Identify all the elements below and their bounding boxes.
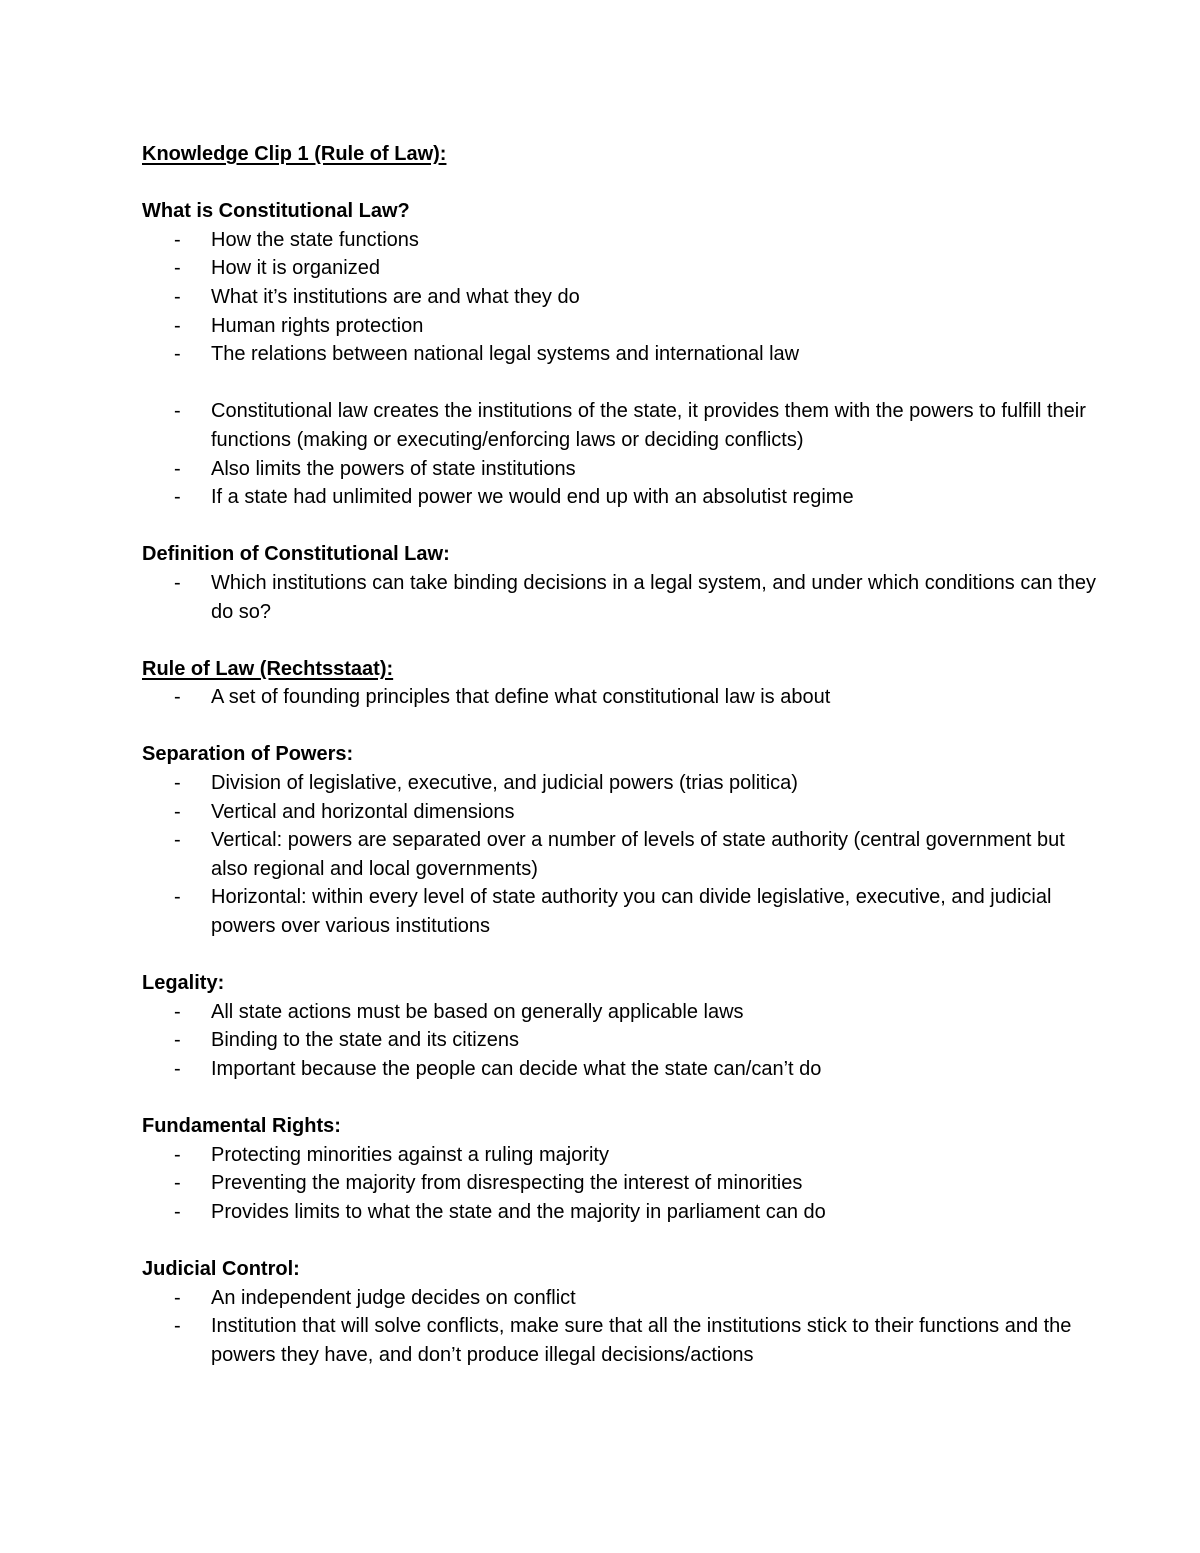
- document-page: [142, 140, 1102, 1370]
- bullet-item: - How the state functions: [142, 226, 1102, 255]
- section: [142, 197, 1102, 540]
- bullet-item: - What it’s institutions are and what they do: [142, 283, 1102, 312]
- section: [142, 540, 1102, 654]
- section-heading: Rule of Law (Rechtsstaat):: [142, 657, 394, 680]
- section-heading: Fundamental Rights:: [142, 1115, 341, 1138]
- bullet-item: - The relations between national legal systems and international law: [142, 340, 1102, 369]
- bullet-item: - Vertical: powers are separated over a number of levels of state authority (central government but also regional and local governments): [142, 826, 1102, 883]
- spacer: [142, 712, 1102, 741]
- spacer: [142, 626, 1102, 655]
- bullet-item: - Human rights protection: [142, 312, 1102, 341]
- bullet-list: [142, 1141, 1102, 1227]
- spacer: [142, 1084, 1102, 1113]
- section-heading: Definition of Constitutional Law:: [142, 543, 450, 566]
- section: [142, 969, 1102, 1112]
- bullet-item: - Binding to the state and its citizens: [142, 1026, 1102, 1055]
- section-heading: What is Constitutional Law?: [142, 200, 410, 223]
- bullet-item: - How it is organized: [142, 254, 1102, 283]
- section-heading: Separation of Powers:: [142, 743, 354, 766]
- section: [142, 1112, 1102, 1255]
- section: [142, 1255, 1102, 1369]
- bullet-item: - If a state had unlimited power we would end up with an absolutist regime: [142, 483, 1102, 512]
- bullet-item: - A set of founding principles that define what constitutional law is about: [142, 683, 1102, 712]
- spacer: [142, 369, 1102, 398]
- bullet-list: [142, 998, 1102, 1084]
- spacer: [142, 169, 1102, 198]
- bullet-list: [142, 569, 1102, 626]
- bullet-item: - Important because the people can decide what the state can/can’t do: [142, 1055, 1102, 1084]
- spacer: [142, 512, 1102, 541]
- spacer: [142, 941, 1102, 970]
- bullet-item: - Protecting minorities against a ruling majority: [142, 1141, 1102, 1170]
- bullet-item: - An independent judge decides on conflict: [142, 1284, 1102, 1313]
- bullet-list: [142, 769, 1102, 941]
- bullet-item: - Preventing the majority from disrespecting the interest of minorities: [142, 1169, 1102, 1198]
- bullet-list: [142, 226, 1102, 369]
- document-title: Knowledge Clip 1 (Rule of Law):: [142, 143, 447, 165]
- bullet-item: - Vertical and horizontal dimensions: [142, 798, 1102, 827]
- bullet-item: - Also limits the powers of state institutions: [142, 455, 1102, 484]
- bullet-list: [142, 397, 1102, 511]
- bullet-item: - Division of legislative, executive, and judicial powers (trias politica): [142, 769, 1102, 798]
- bullet-item: - Horizontal: within every level of state authority you can divide legislative, executive, and judicial powers over various institutions: [142, 883, 1102, 940]
- sections-container: [142, 197, 1102, 1369]
- bullet-item: - Which institutions can take binding decisions in a legal system, and under which conditions can they do so?: [142, 569, 1102, 626]
- bullet-item: - Institution that will solve conflicts, make sure that all the institutions stick to their functions and the powers they have, and don’t produce illegal decisions/actions: [142, 1312, 1102, 1369]
- bullet-list: [142, 683, 1102, 712]
- bullet-item: - Constitutional law creates the institutions of the state, it provides them with the powers to fulfill their functions (making or executing/enforcing laws or deciding conflicts): [142, 397, 1102, 454]
- section-heading: Legality:: [142, 972, 225, 995]
- bullet-list: [142, 1284, 1102, 1370]
- spacer: [142, 1227, 1102, 1256]
- section: [142, 740, 1102, 969]
- bullet-item: - Provides limits to what the state and the majority in parliament can do: [142, 1198, 1102, 1227]
- section: [142, 655, 1102, 741]
- bullet-item: - All state actions must be based on generally applicable laws: [142, 998, 1102, 1027]
- section-heading: Judicial Control:: [142, 1258, 300, 1281]
